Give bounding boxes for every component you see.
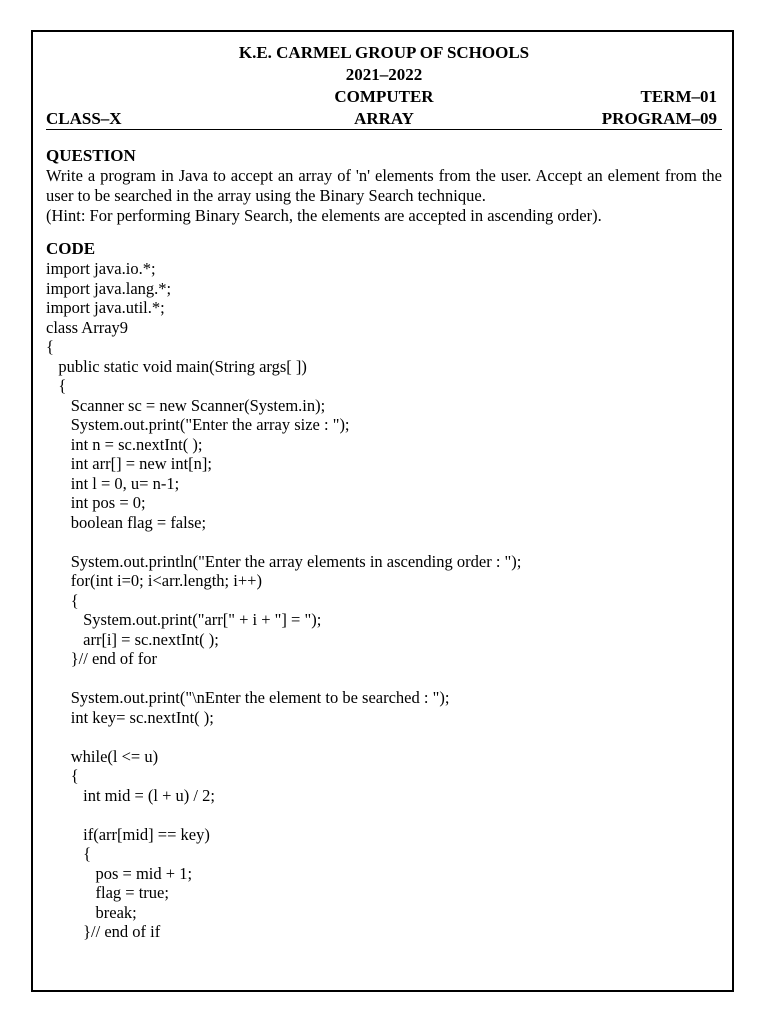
code-line: { <box>46 844 92 863</box>
code-line: boolean flag = false; <box>46 512 207 532</box>
code-line: public static void main(String args[ ]) <box>46 356 307 376</box>
code-line: { <box>46 766 79 785</box>
code-line: System.out.print("Enter the array size : "); <box>46 415 350 434</box>
code-line <box>46 669 722 689</box>
code-heading: CODE <box>46 239 96 258</box>
code-line: { <box>46 590 79 610</box>
code-line <box>46 532 722 552</box>
code-line: import java.io.*; <box>46 259 156 278</box>
code-line: pos = mid + 1; <box>46 863 193 883</box>
question-hint: (Hint: For performing Binary Search, the elements are accepted in ascending order). <box>46 206 602 225</box>
code-line <box>46 805 722 825</box>
program-number: PROGRAM–09 <box>601 109 717 128</box>
code-line: System.out.print("\nEnter the element to be searched : "); <box>46 688 450 707</box>
code-line: import java.util.*; <box>46 298 165 317</box>
code-block <box>46 259 722 942</box>
question-text: Write a program in Java to accept an array of 'n' elements from the user. Accept an element from the user to be searched in the array using the Binary Search technique. <box>46 166 722 205</box>
code-line: { <box>46 337 54 356</box>
code-line: int l = 0, u= n-1; <box>46 473 180 493</box>
code-line: int pos = 0; <box>46 493 146 512</box>
code-line: Scanner sc = new Scanner(System.in); <box>46 395 326 415</box>
code-line: int arr[] = new int[n]; <box>46 454 213 473</box>
code-line: }// end of for <box>46 649 158 668</box>
code-line: for(int i=0; i<arr.length; i++) <box>46 571 262 590</box>
academic-year: 2021–2022 <box>345 65 423 84</box>
class-topic-row <box>46 108 722 130</box>
code-line: System.out.print("arr[" + i + "] = "); <box>46 610 322 629</box>
code-line: class Array9 <box>46 317 129 337</box>
code-line: if(arr[mid] == key) <box>46 824 210 844</box>
code-line: { <box>46 376 67 395</box>
code-line: flag = true; <box>46 883 169 902</box>
code-line: System.out.println("Enter the array elements in ascending order : "); <box>46 551 522 571</box>
question-heading: QUESTION <box>46 146 136 165</box>
class-label: CLASS–X <box>46 109 122 128</box>
code-line: }// end of if <box>46 922 161 941</box>
code-line: import java.lang.*; <box>46 278 172 298</box>
subject: COMPUTER <box>334 87 434 106</box>
code-line: arr[i] = sc.nextInt( ); <box>46 629 219 649</box>
code-line: int n = sc.nextInt( ); <box>46 434 203 454</box>
code-line: int key= sc.nextInt( ); <box>46 707 214 727</box>
subject-term-row <box>46 86 722 108</box>
term: TERM–01 <box>640 87 717 106</box>
code-line: int mid = (l + u) / 2; <box>46 785 215 805</box>
code-line: while(l <= u) <box>46 746 159 766</box>
document-content <box>46 42 722 942</box>
topic: ARRAY <box>354 109 414 128</box>
code-line <box>46 727 722 747</box>
code-line: break; <box>46 902 137 922</box>
school-name: K.E. CARMEL GROUP OF SCHOOLS <box>238 43 530 62</box>
